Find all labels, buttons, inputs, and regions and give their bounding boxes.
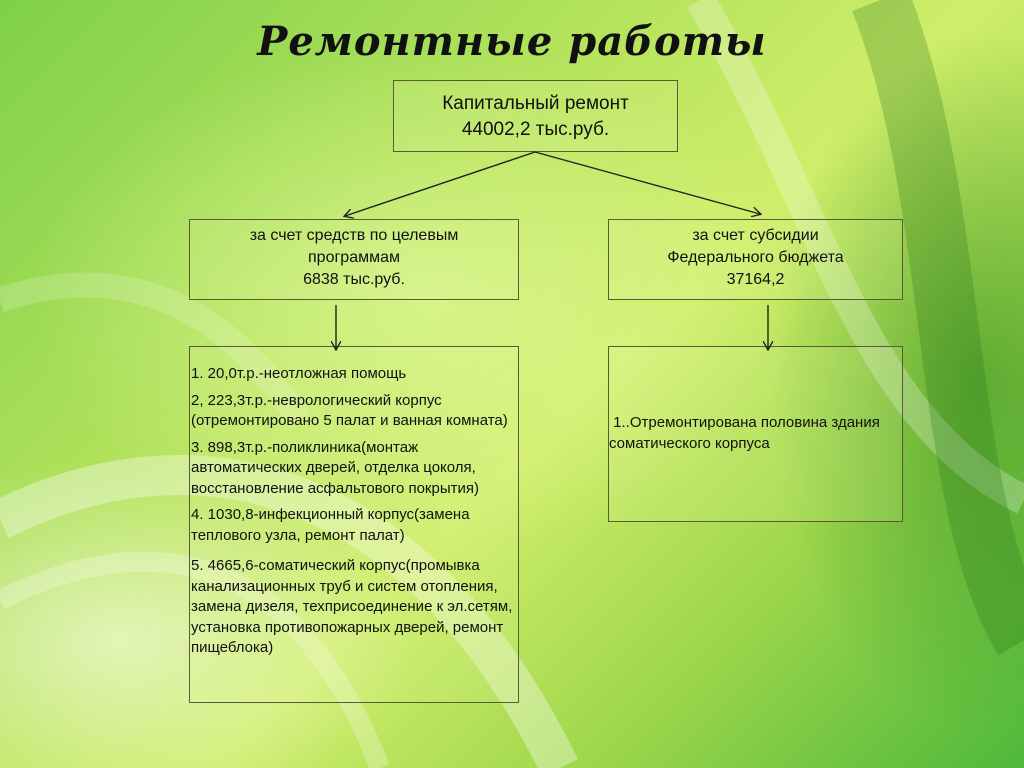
root-node-amount: 44002,2 тыс.руб.: [461, 119, 610, 140]
list-item: 2, 223,3т.р.-неврологический корпус (отремонтировано 5 палат и ванная комната): [191, 391, 508, 429]
arrow-root-to-right: [535, 152, 760, 214]
list-item: 5. 4665,6-соматический корпус(промывка канализационных труб и систем отопления, замена дизеля, техприсоединение к эл.сетям, установка противопожарных дверей, ремонт пищеблока): [191, 557, 513, 656]
root-node-label: Капитальный ремонт: [442, 93, 629, 114]
branch-right-amount: 37164,2: [726, 271, 785, 288]
branch-right-line1: за счет субсидии: [692, 227, 819, 244]
branch-left-line1: за счет средств по целевым: [249, 227, 459, 244]
branch-left-amount: 6838 тыс.руб.: [303, 271, 405, 288]
page-title: Ремонтные работы: [257, 18, 767, 65]
list-item: 3. 898,3т.р.-поликлиника(монтаж автоматических дверей, отделка цоколя, восстановление асфальтового покрытия): [191, 438, 479, 497]
list-item: 1. 20,0т.р.-неотложная помощь: [191, 365, 407, 382]
list-item: 1..Отремонтирована половина здания соматического корпуса: [609, 414, 885, 452]
branch-right-line2: Федерального бюджета: [667, 249, 844, 266]
list-item: 4. 1030,8-инфекционный корпус(замена теплового узла, ремонт палат): [191, 506, 470, 544]
branch-left-line2: программам: [308, 249, 400, 266]
arrow-root-to-left: [345, 152, 535, 216]
